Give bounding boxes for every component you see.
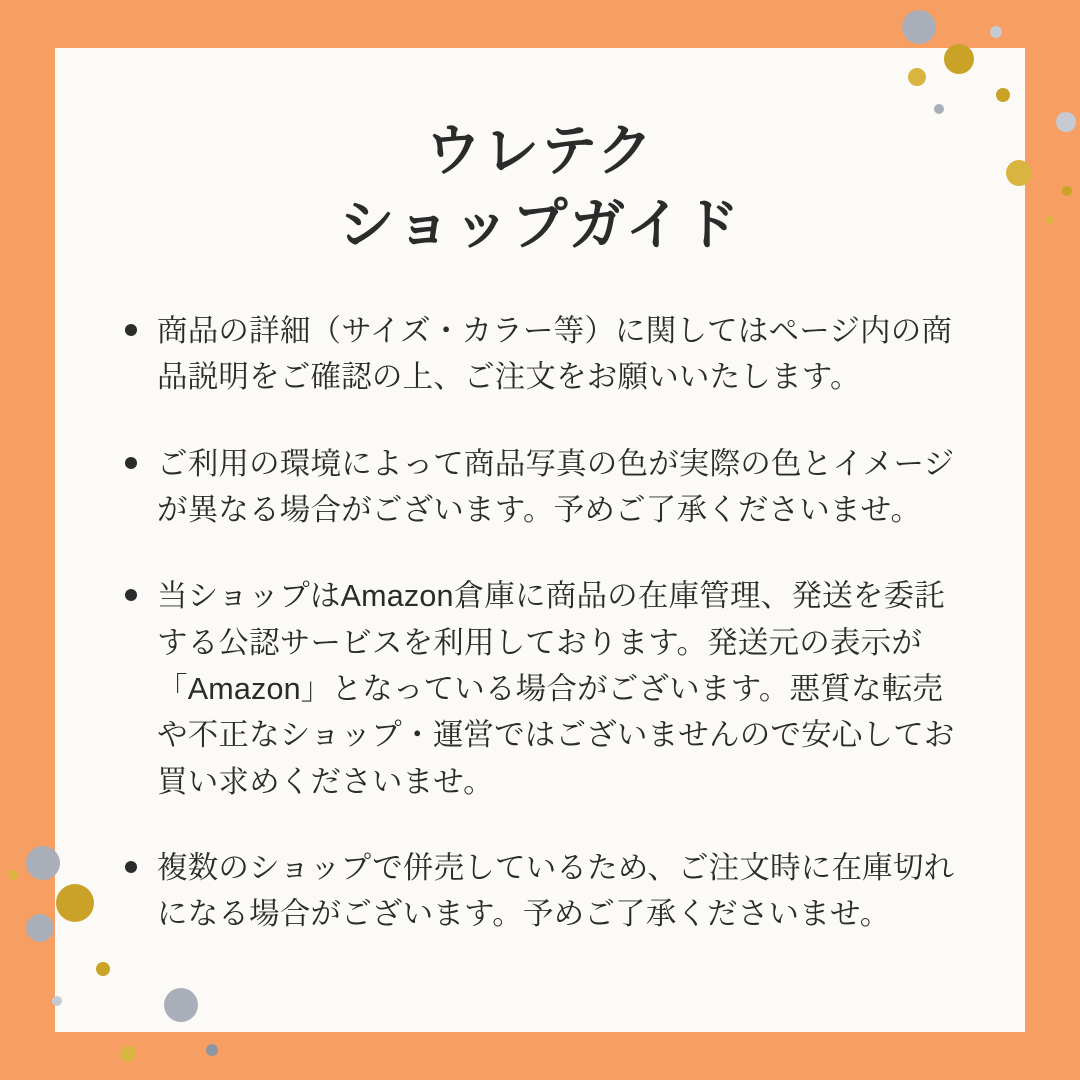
confetti-dot <box>120 1046 136 1062</box>
confetti-dot <box>56 884 94 922</box>
guide-bullet-list <box>111 308 969 938</box>
confetti-dot <box>944 44 974 74</box>
title-line-1: ウレテク <box>425 119 655 182</box>
bullet-dot-icon <box>125 589 137 601</box>
confetti-dot <box>990 26 1002 38</box>
confetti-dot <box>164 988 198 1022</box>
list-item-text: 当ショップはAmazon倉庫に商品の在庫管理、発送を委託する公認サービスを利用しております。発送元の表示が「Amazon」となっている場合がございます。悪質な転売や不正なショップ・運営ではございませんので安心してお買い求めくださいませ。 <box>157 579 955 799</box>
confetti-dot <box>1056 112 1076 132</box>
confetti-dot <box>96 962 110 976</box>
confetti-dot <box>902 10 936 44</box>
confetti-dot <box>52 996 62 1006</box>
bullet-dot-icon <box>125 324 137 336</box>
confetti-dot <box>934 104 944 114</box>
list-item <box>111 573 969 805</box>
title-line-2: ショップガイド <box>338 192 742 256</box>
page-title <box>111 114 969 262</box>
list-item <box>111 845 969 938</box>
list-item-text: 複数のショップで併売しているため、ご注文時に在庫切れになる場合がございます。予めご了承くださいませ。 <box>157 851 955 932</box>
bullet-dot-icon <box>125 861 137 873</box>
confetti-dot <box>908 68 926 86</box>
list-item-text: 商品の詳細（サイズ・カラー等）に関してはページ内の商品説明をご確認の上、ご注文をお願いいたします。 <box>157 313 953 395</box>
confetti-dot <box>996 88 1010 102</box>
list-item <box>111 441 969 534</box>
confetti-dot <box>8 870 18 880</box>
list-item <box>111 308 969 401</box>
list-item-text: ご利用の環境によって商品写真の色が実際の色とイメージが異なる場合がございます。予めご了承くださいませ。 <box>157 446 955 527</box>
confetti-dot <box>26 846 60 880</box>
confetti-dot <box>206 1044 218 1056</box>
confetti-dot <box>1006 160 1032 186</box>
confetti-dot <box>26 914 54 942</box>
bullet-dot-icon <box>125 457 137 469</box>
confetti-dot <box>1062 186 1072 196</box>
confetti-dot <box>1046 216 1054 224</box>
guide-card <box>55 48 1025 1032</box>
